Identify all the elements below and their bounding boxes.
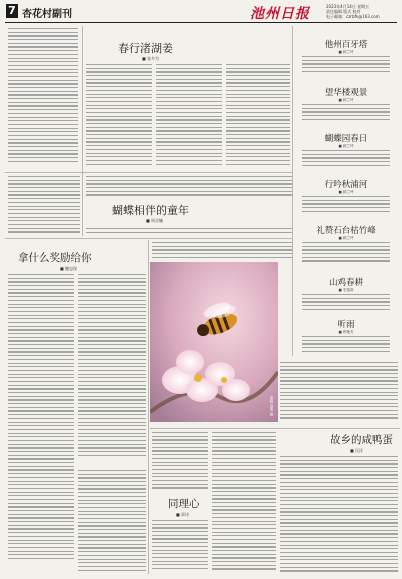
header-meta [326,4,380,19]
edition-line: 2023年4月14日 星期五 [326,4,370,9]
poem-author: ■ 顾兰坪 [338,236,354,240]
poem-author: ■ 顾兰坪 [338,144,354,148]
article-body [8,28,78,168]
poem-body [302,242,390,266]
column-divider [292,26,293,356]
column-divider [148,240,149,574]
article-title: 拿什么奖励给你 [18,252,92,264]
article-body [8,176,80,236]
poem-author: ■ 穆艳芳 [338,330,354,334]
article-body [226,64,290,168]
article-title: 春行渚湖姜 [118,42,173,55]
article-body [212,432,276,574]
poem-author: ■ 顾兰坪 [338,50,354,54]
bee-flower-photo [150,262,278,422]
article-byline: ■ 章诗 [176,512,190,517]
article-body [152,242,292,260]
article-body [8,274,74,570]
column-divider [82,26,83,236]
poem-title: 行吟秋浦河 [324,180,368,190]
poem-title: 听雨 [337,320,355,330]
poem-body [302,150,390,170]
email-line: 电子邮箱：czrbfk@163.com [326,14,380,19]
photo-credit: 蜜蜂 查燕 摄 [270,396,274,416]
article-body [78,274,146,464]
section-divider [5,238,292,239]
poem-title: 望华楼观景 [324,88,368,98]
poem-title: 山鸡春耕 [328,278,363,288]
article-byline: ■ 汪洋 [350,448,364,453]
article-title: 蝴蝶相伴的童年 [112,204,189,217]
poem-author: ■ 顾兰坪 [338,98,354,102]
poem-body [302,104,390,124]
poem-author: ■ 顾兰坪 [338,190,354,194]
poem-author: ■ 史铭禹 [338,288,354,292]
article-body [86,176,292,198]
poem-title: 他州百牙塔 [324,40,368,50]
article-body [152,520,208,574]
section-divider [150,428,400,429]
poem-title: 蝴蝶园春日 [324,134,368,144]
article-body [280,456,398,574]
section-divider [5,172,292,173]
poems-column [296,28,396,358]
article-body [78,470,146,574]
poem-body [302,56,390,76]
poem-body [302,196,390,216]
poem-body [302,294,390,314]
header-rule [5,22,397,23]
article-byline: ■ 鲍忠保 [60,266,78,271]
article-byline: ■ 张多为 [142,56,160,61]
article-title: 故乡的咸鸭蛋 [330,434,393,446]
poem-title: 礼赞石台枯竹峰 [316,226,376,236]
article-body [86,64,152,168]
article-body [86,228,292,238]
article-body [156,64,222,168]
article-body [152,432,208,492]
bee-flower-image [150,262,278,422]
page-number: 7 [6,4,18,18]
article-title: 同理心 [168,498,200,510]
poem-body [302,336,390,356]
article-byline: ■ 周含毓 [146,218,164,223]
article-body [280,362,398,426]
editor-line: 责任编辑 版式 校对 [326,9,361,14]
newspaper-logo: 池州日报 [250,6,310,22]
section-title: 杏花村副刊 [22,9,72,20]
